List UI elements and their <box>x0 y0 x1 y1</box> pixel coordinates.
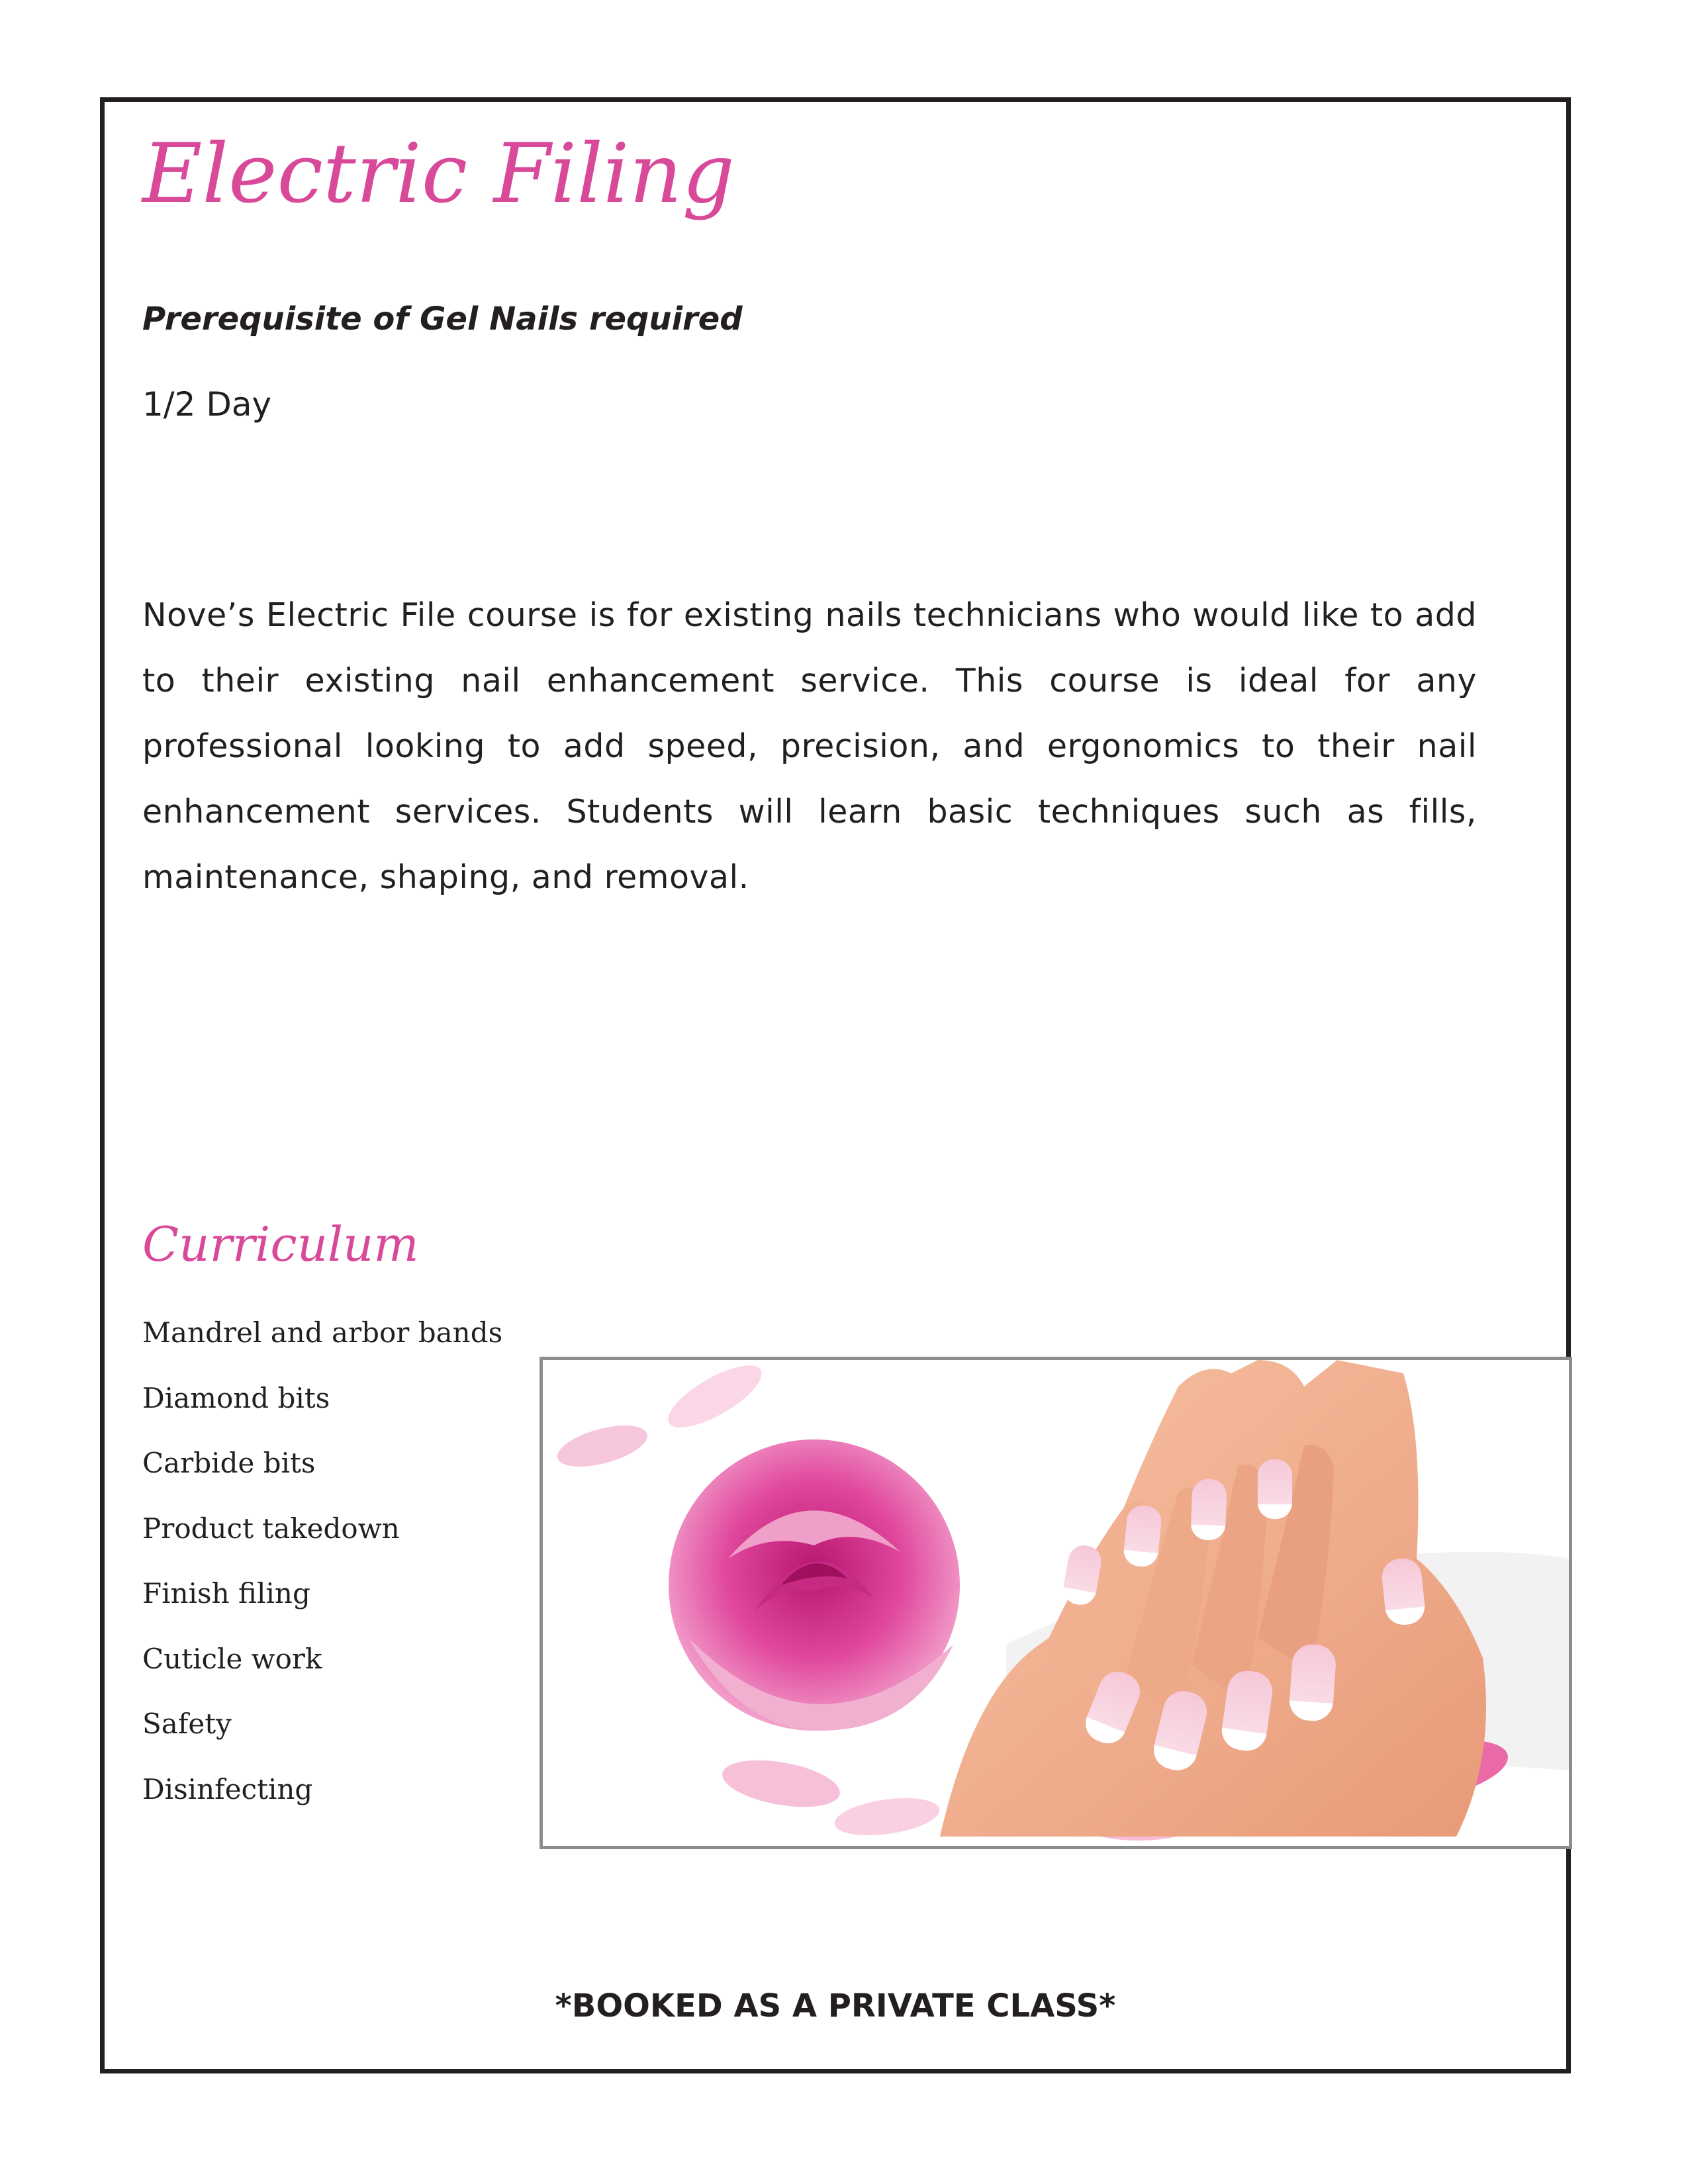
curriculum-item: Carbide bits <box>142 1447 316 1479</box>
curriculum-heading: Curriculum <box>142 1216 419 1272</box>
curriculum-item: Diamond bits <box>142 1381 330 1414</box>
prerequisite-note: Prerequisite of Gel Nails required <box>142 300 743 338</box>
curriculum-item: Finish filing <box>142 1577 310 1610</box>
manicure-rose-illustration <box>543 1360 1569 1846</box>
curriculum-list <box>142 1300 502 1822</box>
curriculum-item: Safety <box>142 1707 232 1740</box>
curriculum-item: Disinfecting <box>142 1772 313 1805</box>
course-description: Nove’s Electric File course is for existing nails technicians who would like to add to their existing nail enhancement service. This course is ideal for any professional looking to add speed, precision, and ergonomics to their nail enhancement services. Students will learn basic techniques such as fills, maintenance, shaping, and removal. <box>142 596 1477 896</box>
curriculum-item: Mandrel and arbor bands <box>142 1316 503 1349</box>
manicure-rose-photo <box>539 1357 1572 1849</box>
booking-note: *BOOKED AS A PRIVATE CLASS* <box>555 1987 1116 2025</box>
course-duration: 1/2 Day <box>142 385 272 424</box>
curriculum-item: Cuticle work <box>142 1642 322 1675</box>
curriculum-item: Product takedown <box>142 1512 400 1545</box>
page-title: Electric Filing <box>142 126 735 222</box>
